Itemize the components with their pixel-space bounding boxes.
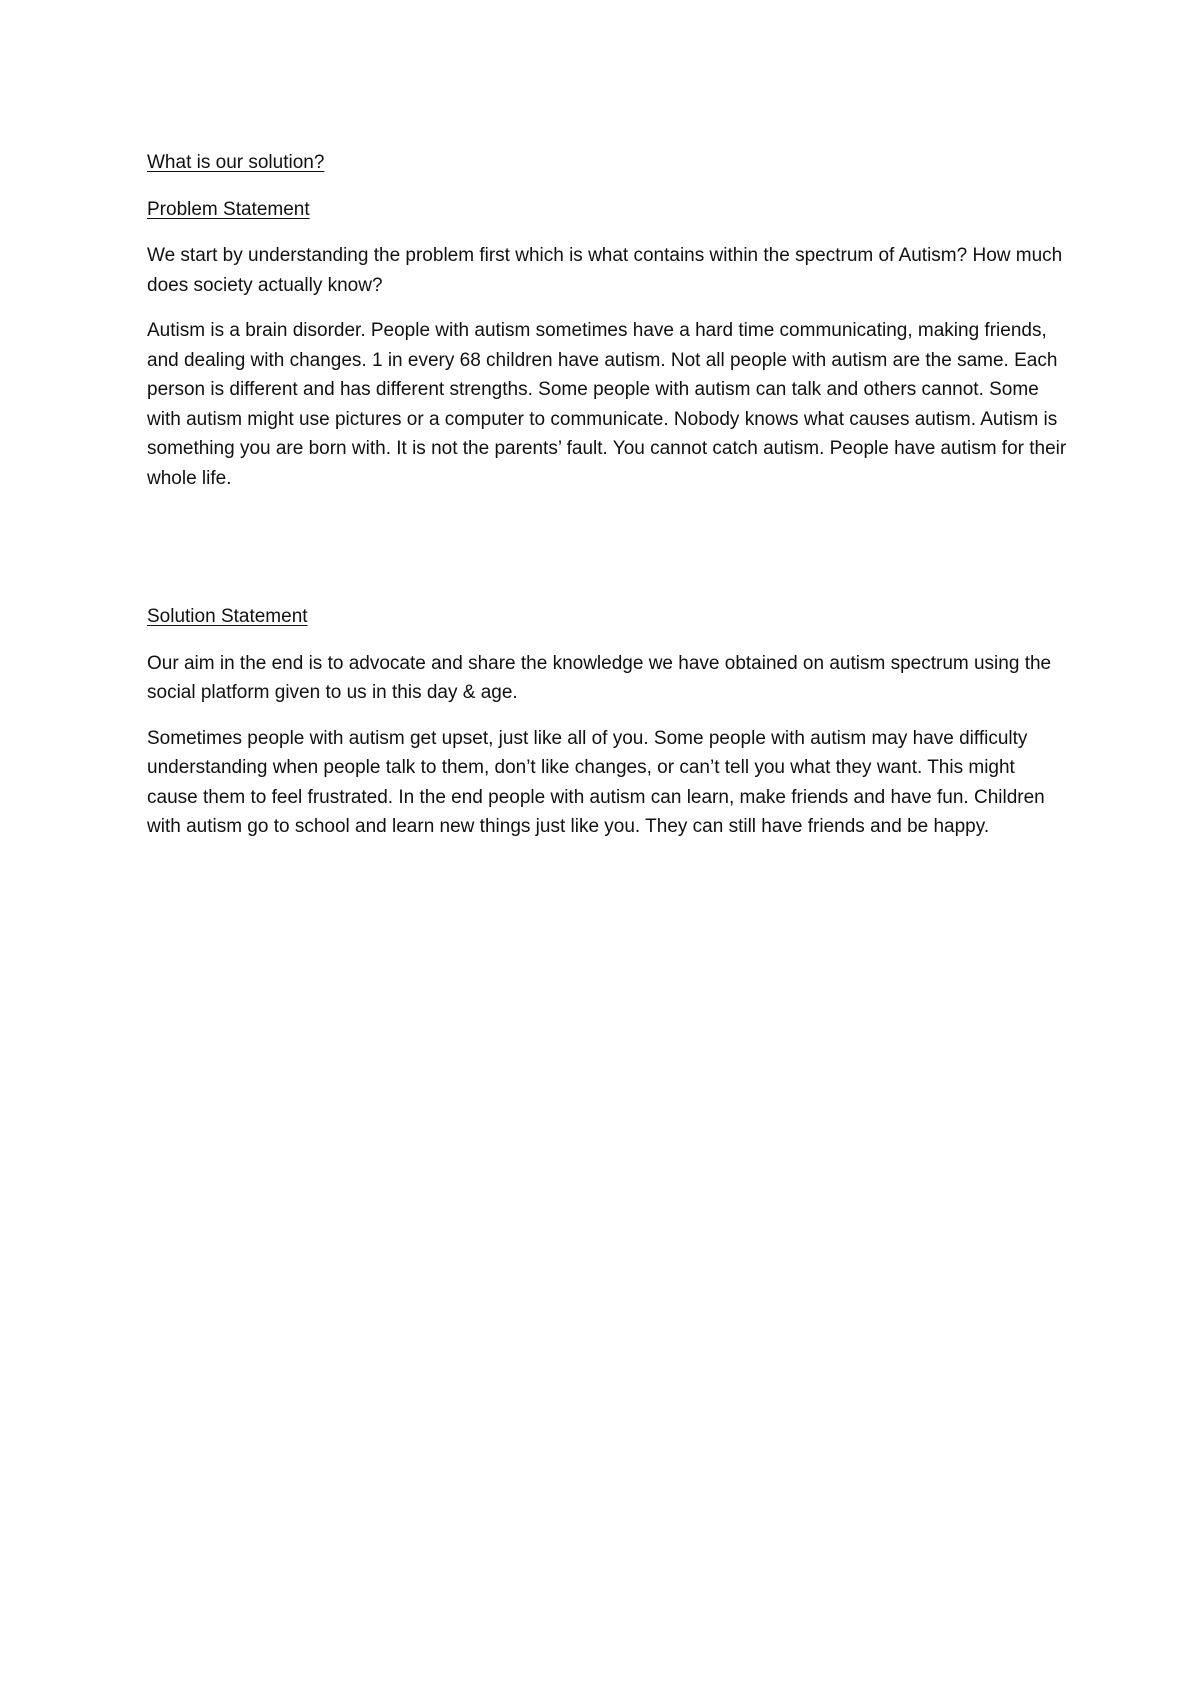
solution-statement-heading: Solution Statement <box>147 606 308 627</box>
problem-statement-heading: Problem Statement <box>147 198 310 220</box>
problem-paragraph-1: We start by understanding the problem first which is what contains within the spectrum of Autism? How much does society actually know? <box>147 245 1063 296</box>
solution-paragraph-1: Our aim in the end is to advocate and share the knowledge we have obtained on autism spectrum using the social platform given to us in this day & age. <box>147 652 1052 703</box>
document-title: What is our solution? <box>147 152 325 173</box>
problem-paragraph-2: Autism is a brain disorder. People with autism sometimes have a hard time communicating, making friends, and dealing with changes. 1 in every 68 children have autism. Not all people with autism are the same. Each person is different and has different strengths. Some people with autism can talk and others cannot. Some with autism might use pictures or a computer to communicate. Nobody knows what causes autism. Autism is something you are born with. It is not the parents’ fault. You cannot catch autism. People have autism for their whole life. <box>147 320 1067 489</box>
document-body <box>147 148 1067 842</box>
solution-paragraph-2: Sometimes people with autism get upset, just like all of you. Some people with autism may have difficulty understanding when people talk to them, don’t like changes, or can’t tell you what they want. This might cause them to feel frustrated. In the end people with autism can learn, make friends and have fun. Children with autism go to school and learn new things just like you. They can still have friends and be happy. <box>147 727 1045 837</box>
